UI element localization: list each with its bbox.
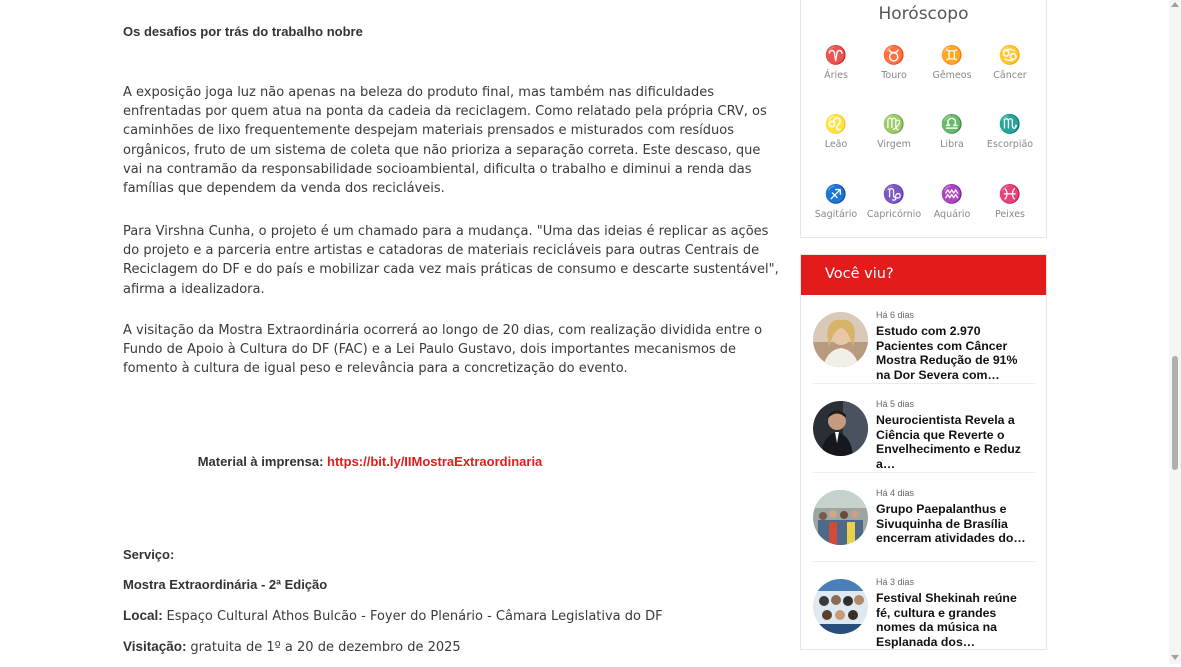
article-paragraph: A visitação da Mostra Extraordinária ocorrerá ao longo de 20 dias, com realização dividida entre o Fundo de Apoio à Cultura do DF (FAC) e a Lei Paulo Gustavo, dois importantes mecanismos de fomento à cultura de igual peso e relevância para a concretização do evento.: [123, 323, 763, 377]
divider: [813, 383, 1035, 384]
leo-icon: ♌: [824, 114, 848, 134]
pisces-icon: ♓: [998, 184, 1022, 204]
scorpio-icon: ♏: [998, 114, 1022, 134]
news-date: Há 5 dias: [876, 399, 915, 409]
scroll-up-icon[interactable]: [1171, 2, 1179, 7]
sign-pisces[interactable]: ♓ Peixes: [981, 184, 1039, 220]
voce-viu-title: Você viu?: [825, 266, 894, 282]
local-line: [123, 606, 783, 626]
sign-leo[interactable]: ♌ Leão: [807, 114, 865, 150]
article-paragraph: Para Virshna Cunha, o projeto é um chamado para a mudança. "Uma das ideias é replicar as ações do projeto e a parceria entre artistas e catadoras de materiais recicláveis para outras Centrais de Reciclagem do DF e do país e mobilizar cada vez mais práticas de consumo e descarte sustentável", afirma a idealizadora.: [123, 224, 779, 297]
sign-capricorn[interactable]: ♑ Capricórnio: [866, 184, 922, 220]
news-title[interactable]: Neurocientista Revela a Ciência que Reverte o Envelhecimento e Reduz a…: [876, 413, 1021, 471]
sign-scorpio[interactable]: ♏ Escorpião: [981, 114, 1039, 150]
news-title[interactable]: Estudo com 2.970 Pacientes com Câncer Mostra Redução de 91% na Dor Severa com…: [876, 324, 1018, 382]
cancer-icon: ♋: [998, 45, 1022, 65]
voce-viu-widget: [800, 254, 1047, 650]
press-link[interactable]: https://bit.ly/IIMostraExtraordinaria: [327, 454, 543, 469]
section-heading: Os desafios por trás do trabalho nobre: [123, 24, 363, 39]
news-date: Há 6 dias: [876, 310, 915, 320]
visit-label: Visitação:: [123, 639, 187, 654]
news-thumbnail[interactable]: [813, 312, 868, 367]
scrollbar-thumb[interactable]: [1172, 356, 1178, 470]
voce-viu-header: [801, 255, 1046, 295]
sign-aquarius[interactable]: ♒ Aquário: [923, 184, 981, 220]
article-paragraph: A exposição joga luz não apenas na beleza do produto final, mas também nas dificuldades enfrentadas por quem atua na ponta da cadeia da reciclagem. Como relatado pela própria CRV, os caminhões de lixo frequentemente despejam materiais prensados e misturados com resíduos orgânicos, fruto de um sistema de coleta que não prioriza a separação correta. Este descaso, que vai na contramão da responsabilidade socioambiental, dificulta o trabalho e diminui a renda das famílias que dependem da venda dos recicláveis.: [123, 85, 767, 197]
press-label: Material à imprensa:: [197, 454, 324, 469]
news-date: Há 4 dias: [876, 488, 915, 498]
sign-taurus[interactable]: ♉ Touro: [865, 45, 923, 81]
sign-libra[interactable]: ♎ Libra: [923, 114, 981, 150]
sagittarius-icon: ♐: [824, 184, 848, 204]
news-item[interactable]: [813, 401, 1035, 489]
local-label: Local:: [123, 608, 163, 623]
divider: [813, 561, 1035, 562]
news-thumbnail[interactable]: [813, 579, 868, 634]
news-thumbnail[interactable]: [813, 401, 868, 456]
news-item[interactable]: [813, 579, 1035, 667]
horoscope-title: Horóscopo: [878, 4, 969, 24]
sign-aries[interactable]: ♈ Áries: [807, 45, 865, 81]
visit-value: gratuita de 1º a 20 de dezembro de 2025: [190, 640, 461, 655]
news-date: Há 3 dias: [876, 577, 915, 587]
capricorn-icon: ♑: [882, 184, 906, 204]
gemini-icon: ♊: [940, 45, 964, 65]
sign-sagittarius[interactable]: ♐ Sagitário: [807, 184, 865, 220]
libra-icon: ♎: [940, 114, 964, 134]
sign-cancer[interactable]: ♋ Câncer: [981, 45, 1039, 81]
sign-virgo[interactable]: ♍ Virgem: [865, 114, 923, 150]
news-item[interactable]: [813, 490, 1035, 578]
taurus-icon: ♉: [882, 45, 906, 65]
news-title[interactable]: Grupo Paepalanthus e Sivuquinha de Brasília encerram atividades do…: [876, 502, 1026, 545]
sign-gemini[interactable]: ♊ Gêmeos: [923, 45, 981, 81]
aquarius-icon: ♒: [940, 184, 964, 204]
service-title: Serviço:: [123, 547, 175, 562]
page-scrollbar[interactable]: [1169, 0, 1181, 664]
divider: [813, 472, 1035, 473]
event-name: Mostra Extraordinária - 2ª Edição: [123, 577, 328, 592]
horoscope-widget: [800, 0, 1047, 238]
visit-line: [123, 637, 783, 657]
virgo-icon: ♍: [882, 114, 906, 134]
news-thumbnail[interactable]: [813, 490, 868, 545]
news-item[interactable]: [813, 312, 1035, 400]
scroll-down-icon[interactable]: [1171, 655, 1179, 660]
news-title[interactable]: Festival Shekinah reúne fé, cultura e grandes nomes da música na Esplanada dos…: [876, 591, 1017, 649]
aries-icon: ♈: [824, 45, 848, 65]
local-value: Espaço Cultural Athos Bulcão - Foyer do Plenário - Câmara Legislativa do DF: [166, 609, 663, 624]
press-material-line: [123, 452, 617, 471]
